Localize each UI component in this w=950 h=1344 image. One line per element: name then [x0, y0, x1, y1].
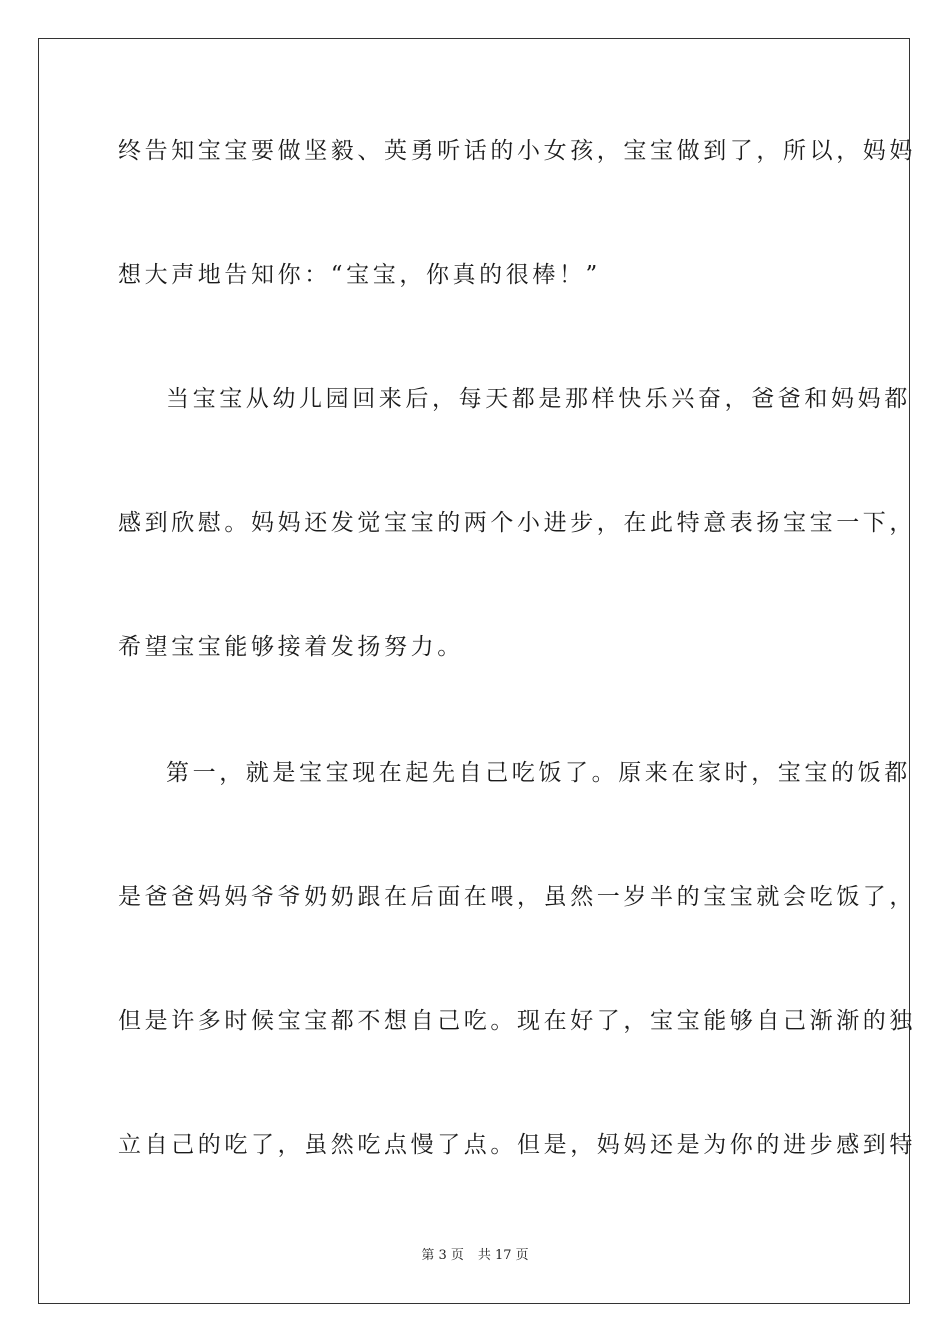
- page-footer: [0, 1247, 950, 1265]
- page-number: 第 3 页: [421, 1248, 464, 1263]
- paragraph-line: 但是许多时候宝宝都不想自己吃。现在好了，宝宝能够自己渐渐的独: [118, 1008, 916, 1034]
- paragraph-line: 希望宝宝能够接着发扬努力。: [118, 634, 464, 660]
- paragraph-line: 感到欣慰。妈妈还发觉宝宝的两个小进步，在此特意表扬宝宝一下，: [118, 510, 916, 536]
- page-total: 共 17 页: [477, 1248, 529, 1263]
- paragraph-line: 终告知宝宝要做坚毅、英勇听话的小女孩，宝宝做到了，所以，妈妈: [118, 138, 916, 164]
- paragraph-line: 是爸爸妈妈爷爷奶奶跟在后面在喂，虽然一岁半的宝宝就会吃饭了，: [118, 884, 916, 910]
- paragraph-line: 第一，就是宝宝现在起先自己吃饭了。原来在家时，宝宝的饭都: [166, 760, 911, 786]
- paragraph-line: 想大声地告知你：“宝宝，你真的很棒！”: [118, 262, 601, 288]
- paragraph-line: 当宝宝从幼儿园回来后，每天都是那样快乐兴奋，爸爸和妈妈都: [166, 386, 911, 412]
- paragraph-line: 立自己的吃了，虽然吃点慢了点。但是，妈妈还是为你的进步感到特: [118, 1132, 916, 1158]
- page-border: [38, 38, 916, 1304]
